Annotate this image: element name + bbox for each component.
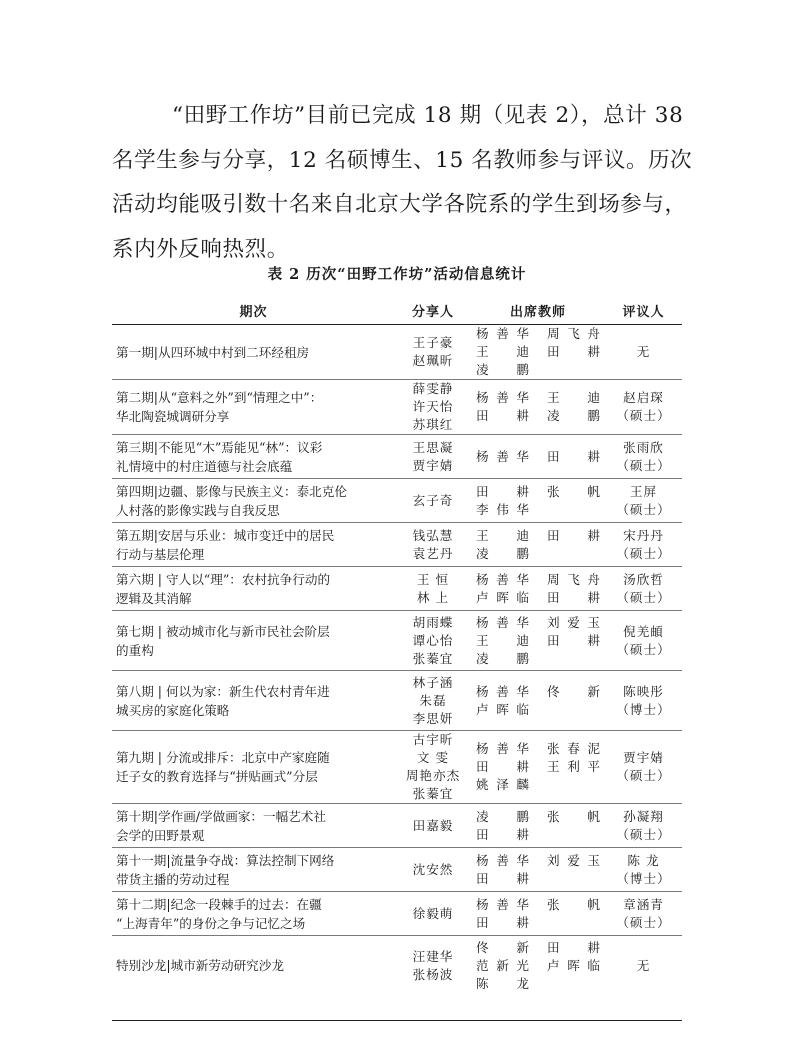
sharer-name: 汪建华 (412, 948, 454, 964)
header-reviewer: 评议人 (605, 297, 682, 325)
topic-line: 第四期|边疆、影像与民族主义：泰北克伦 (116, 483, 347, 499)
cell-sharers (395, 325, 471, 380)
teacher-line (476, 614, 601, 632)
cell-sharers (395, 380, 471, 435)
cell-topic (112, 671, 395, 731)
reviewer-line: （硕士） (616, 768, 671, 783)
table-row (112, 523, 682, 567)
sharer-name: 周艳亦杰 (405, 768, 461, 783)
teacher-line (476, 589, 601, 607)
teacher-line (476, 808, 601, 826)
table-body (112, 325, 682, 996)
cell-topic (112, 611, 395, 671)
topic-line: 带货主播的劳动过程 (116, 871, 230, 887)
cell-teachers (471, 435, 605, 479)
teacher-line (476, 776, 601, 794)
topic-line: 华北陶瓷城调研分享 (116, 409, 230, 424)
teacher-name: 张春泥 (547, 741, 600, 756)
cell-topic (112, 892, 395, 936)
teacher-name: 凌 鹏 (476, 808, 529, 824)
teacher-name: 田 耕 (476, 483, 529, 499)
teacher-name: 杨善华 (476, 571, 529, 587)
cell-reviewer (605, 435, 682, 479)
teacher-name: 刘爱玉 (547, 614, 600, 630)
sharer-name: 张蓁宜 (412, 650, 454, 666)
reviewer-line: 章涵青 (623, 896, 664, 912)
teacher-name: 范新光 (476, 957, 529, 973)
topic-line: 礼情境中的村庄道德与社会底蕴 (116, 458, 293, 474)
sharer-name: 朱磊 (419, 692, 447, 708)
cell-topic (112, 435, 395, 479)
reviewer-line: 王屏 (629, 483, 658, 499)
teacher-name: 杨善华 (476, 852, 529, 868)
teacher-line (476, 701, 601, 719)
topic-line: 第七期 | 被动城市化与新市民社会阶层 (116, 623, 330, 639)
teacher-name: 田 耕 (547, 589, 600, 605)
cell-sharers (395, 567, 471, 611)
cell-topic (112, 848, 395, 892)
cell-sharers (395, 435, 471, 479)
sharer-name: 田嘉毅 (412, 817, 454, 833)
teacher-name: 杨善华 (476, 741, 529, 756)
cell-teachers (471, 325, 605, 380)
teacher-name: 杨善华 (476, 896, 529, 912)
cell-teachers (471, 671, 605, 731)
teacher-line (476, 571, 601, 589)
teacher-name: 佟 新 (547, 683, 600, 699)
teacher-name: 田 耕 (547, 632, 600, 648)
reviewer-line: （硕士） (616, 826, 671, 842)
paragraph-line: 活动均能吸引数十名来自北京大学各院系的学生到场参与， (112, 192, 687, 217)
topic-line: 第五期|安居与乐业：城市变迁中的居民 (116, 527, 335, 543)
teacher-name: 卢晖临 (476, 589, 529, 605)
teacher-line (476, 448, 601, 466)
sharer-name: 贾宇婧 (412, 457, 454, 473)
teacher-name: 杨善华 (476, 448, 529, 464)
topic-line: 第十一期|流量争夺战：算法控制下网络 (116, 852, 335, 868)
cell-topic (112, 804, 395, 848)
teacher-line (476, 632, 601, 650)
sharer-name: 钱弘慧 (412, 527, 454, 543)
topic-line: 第六期 | 守人以“理”：农村抗争行动的 (116, 571, 331, 587)
teacher-name: 田 耕 (476, 826, 529, 842)
topic-line: 第八期 | 何以为家：新生代农村青年进 (116, 683, 330, 699)
sharer-name: 文 雯 (416, 750, 450, 765)
cell-teachers (471, 848, 605, 892)
sharer-name: 林 上 (416, 589, 450, 605)
teacher-name: 卢晖临 (476, 701, 529, 717)
teacher-line (476, 852, 601, 870)
topic-line: 第二期|从“意料之外”到“情理之中”： (116, 390, 323, 405)
table-row (112, 325, 682, 380)
reviewer-line: （硕士） (616, 914, 671, 930)
cell-sharers (395, 611, 471, 671)
teacher-name: 凌 鹏 (476, 545, 529, 561)
cell-topic (112, 325, 395, 380)
topic-line: 逻辑及其消解 (116, 590, 192, 606)
teacher-line (476, 826, 601, 844)
table-row (112, 380, 682, 435)
reviewer-line: 倪羌頔 (623, 623, 664, 639)
cell-reviewer (605, 567, 682, 611)
cell-reviewer (605, 671, 682, 731)
sharer-name: 苏琪红 (412, 417, 454, 432)
cell-teachers (471, 567, 605, 611)
paragraph-line: 系内外反响热烈。 (112, 236, 289, 262)
table-row (112, 804, 682, 848)
table-bottom-rule (112, 1020, 682, 1021)
topic-line: 城买房的家庭化策略 (116, 702, 230, 718)
cell-topic (112, 479, 395, 523)
paragraph-line: 名学生参与分享，12 名硕博生、15 名教师参与评议。历次 (112, 147, 693, 173)
topic-line: 会学的田野景观 (116, 827, 205, 843)
cell-teachers (471, 936, 605, 996)
cell-reviewer (605, 804, 682, 848)
topic-line: 特别沙龙|城市新劳动研究沙龙 (116, 958, 284, 974)
teacher-name: 王 迪 (476, 632, 529, 648)
reviewer-line: 赵启琛 (623, 390, 664, 405)
sharer-name: 王 恒 (416, 571, 450, 587)
teacher-name: 王 迪 (476, 344, 529, 359)
topic-line: “上海青年”的身份之争与记忆之场 (116, 915, 306, 931)
teacher-line (476, 914, 601, 932)
sharer-name: 李思妍 (412, 710, 454, 726)
sharer-name: 沈安然 (412, 861, 454, 877)
cell-sharers (395, 804, 471, 848)
paragraph-line: “田野工作坊”目前已完成 18 期（见表 2），总计 38 (172, 103, 684, 128)
reviewer-line: 宋丹丹 (623, 527, 664, 543)
teacher-line (476, 389, 601, 407)
teacher-name: 杨善华 (476, 390, 529, 405)
cell-reviewer (605, 611, 682, 671)
teacher-line (476, 758, 601, 776)
cell-reviewer (605, 848, 682, 892)
teacher-name: 卢晖临 (547, 957, 600, 973)
cell-reviewer (605, 892, 682, 936)
teacher-name: 李伟华 (476, 501, 529, 517)
teacher-line (476, 545, 601, 563)
table-row (112, 435, 682, 479)
teacher-name: 陈 龙 (476, 975, 529, 991)
teacher-line (476, 407, 601, 425)
reviewer-line: （硕士） (616, 641, 671, 657)
sharer-name: 王思凝 (412, 439, 454, 455)
cell-topic (112, 936, 395, 996)
sharer-name: 徐毅萌 (412, 905, 454, 921)
cell-sharers (395, 892, 471, 936)
reviewer-line: 汤欣哲 (623, 571, 664, 587)
teacher-name: 田 耕 (547, 448, 600, 464)
cell-sharers (395, 671, 471, 731)
topic-line: 第九期 | 分流或排斥：北京中产家庭随 (116, 750, 330, 765)
teacher-line (476, 939, 601, 957)
reviewer-line: （硕士） (616, 589, 671, 605)
teacher-name: 杨善华 (476, 683, 529, 699)
reviewer-line: 无 (636, 957, 651, 973)
teacher-name: 周飞舟 (547, 571, 600, 587)
teacher-name: 田 耕 (476, 759, 529, 774)
cell-teachers (471, 731, 605, 804)
table-row (112, 848, 682, 892)
sharer-name: 赵珮昕 (412, 353, 454, 368)
table-row (112, 611, 682, 671)
teacher-line (476, 343, 601, 361)
reviewer-line: （硕士） (616, 545, 671, 561)
cell-teachers (471, 611, 605, 671)
teacher-name: 王 迪 (547, 390, 600, 405)
cell-teachers (471, 804, 605, 848)
activity-table (112, 297, 682, 996)
table-row (112, 936, 682, 996)
cell-reviewer (605, 731, 682, 804)
teacher-line (476, 957, 601, 975)
teacher-line (476, 501, 601, 519)
teacher-line (476, 870, 601, 888)
teacher-name: 田 耕 (476, 914, 529, 930)
reviewer-line: 陈映彤 (623, 683, 664, 699)
reviewer-line: （硕士） (616, 408, 671, 423)
teacher-name: 田 耕 (547, 344, 600, 359)
table-header-row (112, 297, 682, 325)
teacher-name: 张 帆 (547, 896, 600, 912)
reviewer-line: 贾宇婧 (623, 750, 664, 765)
cell-teachers (471, 380, 605, 435)
cell-teachers (471, 892, 605, 936)
teacher-line (476, 683, 601, 701)
table-row (112, 479, 682, 523)
cell-reviewer (605, 479, 682, 523)
teacher-line (476, 361, 601, 379)
teacher-line (476, 896, 601, 914)
cell-sharers (395, 936, 471, 996)
teacher-name: 佟 新 (476, 939, 529, 955)
topic-line: 迁子女的教育选择与“拼贴画式”分层 (116, 769, 318, 784)
teacher-line (476, 740, 601, 758)
sharer-name: 王子豪 (412, 335, 454, 350)
teacher-line (476, 975, 601, 993)
sharer-name: 玄子奇 (412, 492, 454, 508)
reviewer-line: 陈 龙 (627, 852, 660, 868)
sharer-name: 袁艺丹 (412, 545, 454, 561)
topic-line: 第十二期|纪念一段棘手的过去：在疆 (116, 896, 322, 912)
cell-teachers (471, 479, 605, 523)
teacher-name: 田 耕 (476, 408, 529, 423)
cell-reviewer (605, 936, 682, 996)
teacher-name: 杨善华 (476, 614, 529, 630)
teacher-name: 周飞舟 (547, 326, 600, 341)
teacher-name: 凌 鹏 (547, 408, 600, 423)
reviewer-line: （博士） (616, 701, 671, 717)
topic-line: 行动与基层伦理 (116, 546, 205, 562)
teacher-name: 田 耕 (476, 870, 529, 886)
table-caption: 表 2 历次“田野工作坊”活动信息统计 (267, 266, 527, 283)
sharer-name: 胡雨蝶 (412, 614, 454, 630)
table-row (112, 731, 682, 804)
cell-sharers (395, 848, 471, 892)
topic-line: 第十期|学作画/学做画家：一幅艺术社 (116, 808, 326, 824)
teacher-name: 田 耕 (547, 939, 600, 955)
teacher-name: 姚泽麟 (476, 777, 529, 792)
teacher-name: 张 帆 (547, 808, 600, 824)
cell-teachers (471, 523, 605, 567)
header-sharer: 分享人 (395, 297, 471, 325)
cell-topic (112, 731, 395, 804)
reviewer-line: 张雨欣 (623, 439, 664, 455)
sharer-name: 林子涵 (412, 674, 454, 690)
intro-paragraph (112, 94, 693, 272)
teacher-name: 王利平 (547, 759, 600, 774)
teacher-name: 凌 鹏 (476, 362, 529, 377)
cell-topic (112, 523, 395, 567)
sharer-name: 许天怡 (412, 399, 454, 414)
topic-line: 的重构 (116, 642, 154, 658)
cell-topic (112, 380, 395, 435)
cell-topic (112, 567, 395, 611)
reviewer-line: （博士） (616, 870, 671, 886)
teacher-line (476, 527, 601, 545)
table-row (112, 892, 682, 936)
cell-sharers (395, 479, 471, 523)
sharer-name: 薛雯静 (412, 381, 454, 396)
teacher-line (476, 483, 601, 501)
reviewer-line: 无 (636, 344, 651, 359)
topic-line: 人村落的影像实践与自我反思 (116, 502, 280, 518)
reviewer-line: 孙凝翔 (623, 808, 664, 824)
teacher-name: 田 耕 (547, 527, 600, 543)
teacher-name: 刘爱玉 (547, 852, 600, 868)
sharer-name: 张蓁宜 (412, 786, 454, 801)
teacher-line (476, 650, 601, 668)
header-teachers: 出席教师 (471, 297, 605, 325)
teacher-line (476, 325, 601, 343)
sharer-name: 谭心怡 (412, 632, 454, 648)
sharer-name: 张杨波 (412, 966, 454, 982)
teacher-name: 凌 鹏 (476, 650, 529, 666)
reviewer-line: （硕士） (616, 501, 671, 517)
table-row (112, 567, 682, 611)
cell-reviewer (605, 325, 682, 380)
teacher-name: 王 迪 (476, 527, 529, 543)
table-row (112, 671, 682, 731)
teacher-name: 张 帆 (547, 483, 600, 499)
cell-sharers (395, 523, 471, 567)
sharer-name: 古宇昕 (412, 732, 454, 747)
reviewer-line: （硕士） (616, 457, 671, 473)
cell-sharers (395, 731, 471, 804)
topic-line: 第一期|从四环城中村到二环经租房 (116, 344, 310, 360)
cell-reviewer (605, 523, 682, 567)
cell-reviewer (605, 380, 682, 435)
header-period: 期次 (112, 297, 395, 325)
topic-line: 第三期|不能见“木”焉能见“林”：议彩 (116, 439, 323, 455)
teacher-name: 杨善华 (476, 326, 529, 341)
